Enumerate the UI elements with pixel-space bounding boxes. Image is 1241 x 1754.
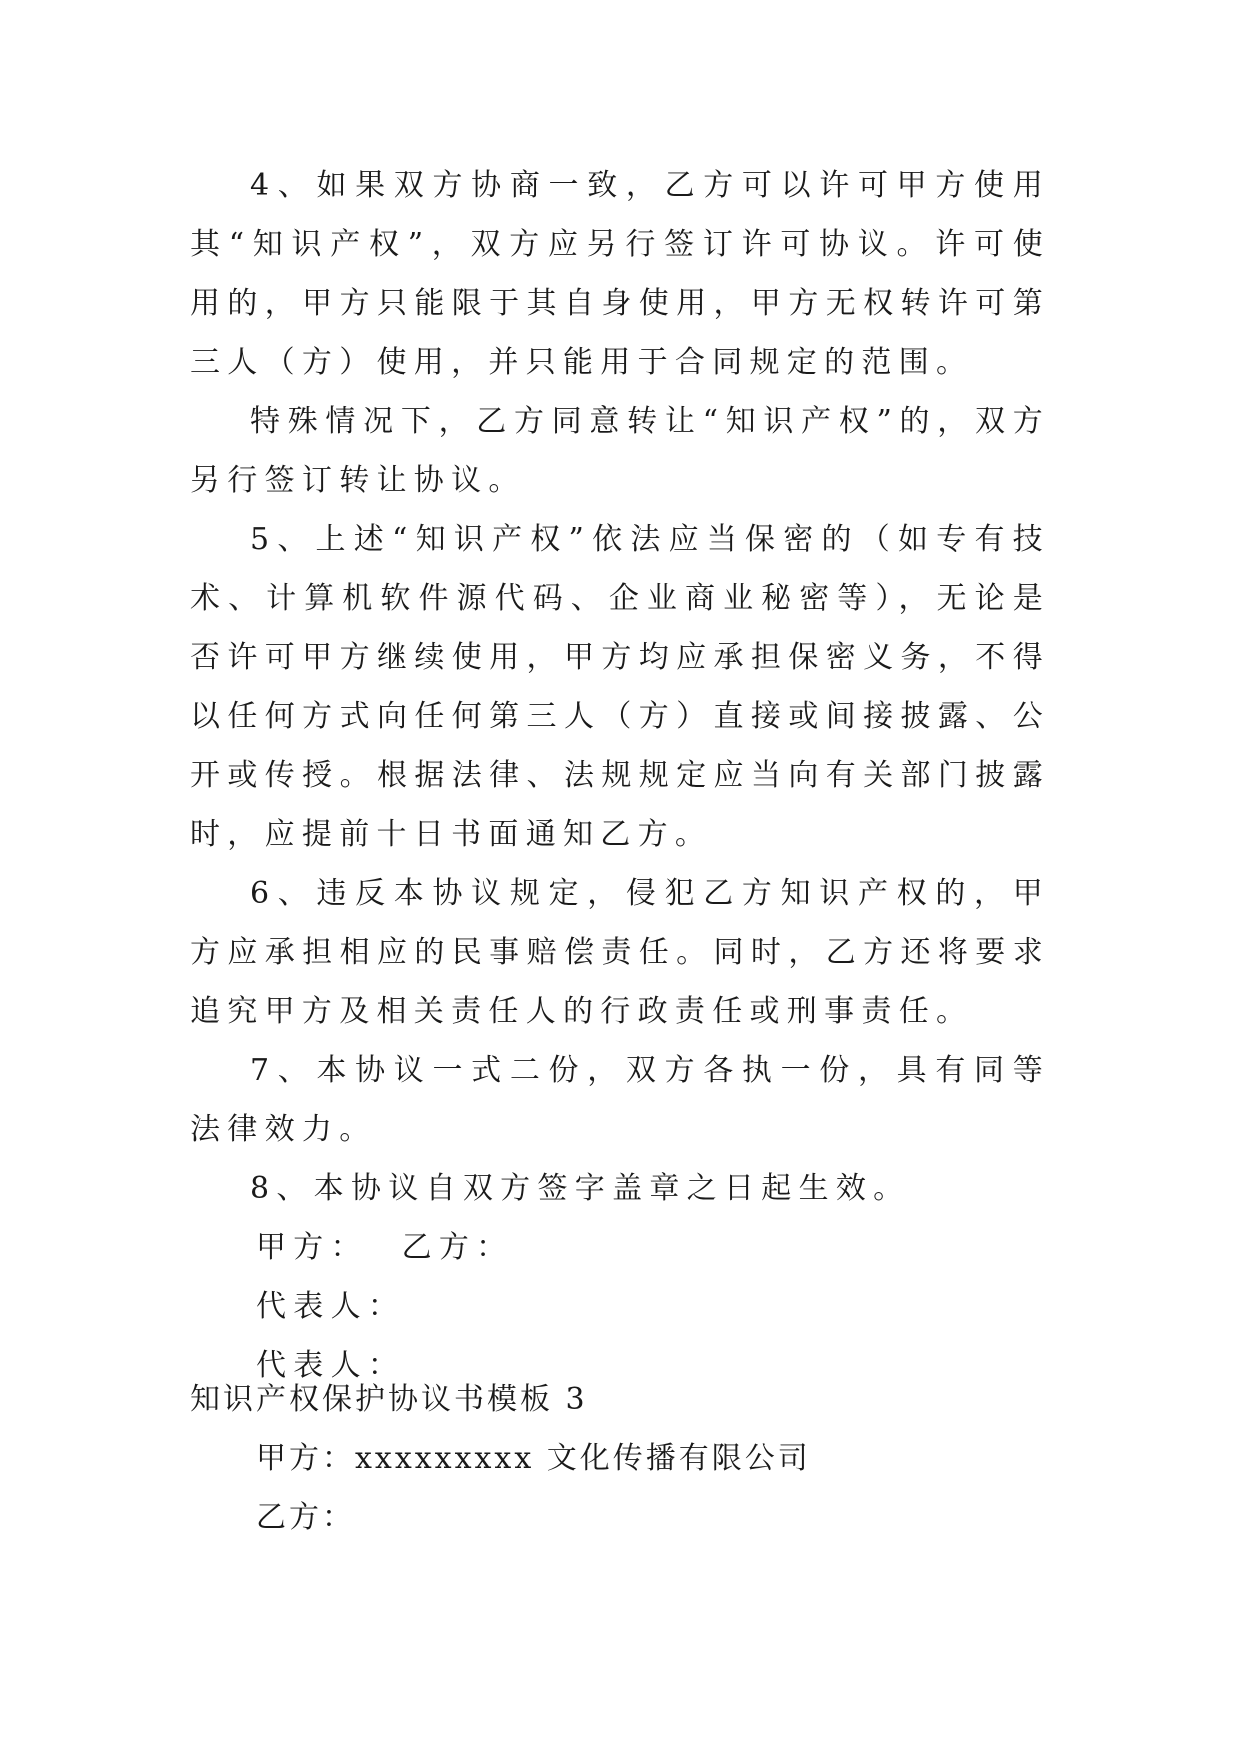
party-b-line: 乙方： (256, 1500, 355, 1535)
clause-4: 4、如果双方协商一致，乙方可以许可甲方使用其“知识产权”，双方应另行签订许可协议。许可使用的，甲方只能限于其自身使用，甲方无权转许可第三人（方）使用，并只能用于合同规定的范围。 (190, 168, 1050, 380)
signature-representative-1: 代表人： (256, 1289, 406, 1324)
agreement-body (190, 156, 1050, 1395)
clause-7: 7、本协议一式二份，双方各执一份，具有同等法律效力。 (190, 1053, 1050, 1147)
clause-8: 8、本协议自双方签字盖章之日起生效。 (250, 1171, 911, 1206)
signature-parties: 甲方： 乙方： (256, 1230, 514, 1265)
template-3-title: 知识产权保护协议书模板 3 (190, 1382, 588, 1417)
party-a-line: 甲方：xxxxxxxxx 文化传播有限公司 (256, 1441, 811, 1476)
clause-6: 6、违反本协议规定，侵犯乙方知识产权的，甲方应承担相应的民事赔偿责任。同时，乙方还将要求追究甲方及相关责任人的行政责任或刑事责任。 (190, 876, 1050, 1029)
template-3-parties (256, 1429, 811, 1547)
signature-representative-2: 代表人： (256, 1348, 406, 1383)
clause-4-special-case: 特殊情况下，乙方同意转让“知识产权”的，双方另行签订转让协议。 (190, 404, 1050, 498)
clause-5: 5、上述“知识产权”依法应当保密的（如专有技术、计算机软件源代码、企业商业秘密等），无论是否许可甲方继续使用，甲方均应承担保密义务，不得以任何方式向任何第三人（方）直接或间接披露、公开或传授。根据法律、法规规定应当向有关部门披露时，应提前十日书面通知乙方。 (190, 522, 1050, 852)
